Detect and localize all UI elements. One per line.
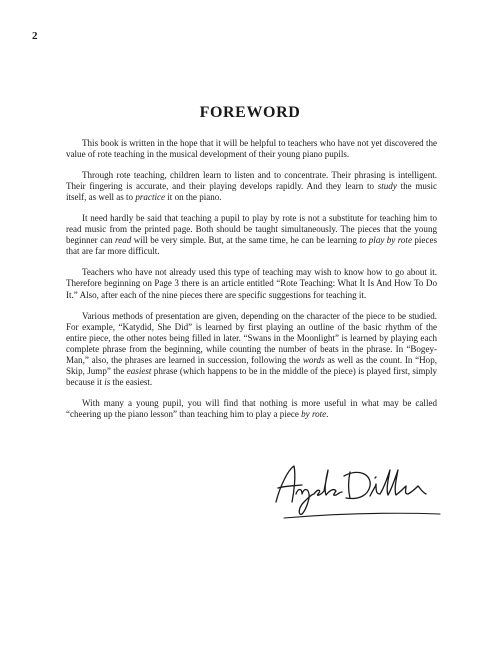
paragraph-text: the easiest. [110,376,153,387]
emphasis-text: to play by rote [359,235,412,246]
page-title: FOREWORD [199,104,301,121]
paragraph-text: Various methods of presentation are given, depending on the character of the piece to be studied. For example, “Katydid, She Did” is learned by first playing an outline of the basic rhythm of the entire piece, the other notes being filled in later. “Swans in the Moonlight” is learned by playing each complete phrase from the beginning, while counting the number of beats in the phrase. In “Bogey-Man,” also, the phrases are learned in succession, following the [66,310,437,365]
emphasis-text: is [104,376,111,387]
paragraph [66,311,437,388]
emphasis-text: read [115,235,132,246]
paragraph-text: Through rote teaching, children learn to listen and to concentrate. Their phrasing is intelligent. Their fingering is accurate, and their playing develops rapidly. And they learn to [66,170,437,192]
emphasis-text: study [377,181,397,192]
paragraph [66,138,437,160]
paragraph-text: will be very simple. But, at the same time, he can be learning [131,235,360,246]
emphasis-text: practice [135,192,166,203]
paragraph-text: as well as the count. In “Hop, Skip, Jump” the [66,354,437,376]
paragraph-text: it on the piano. [165,192,222,203]
emphasis-text: words [302,354,325,365]
paragraph [66,267,437,300]
paragraph-text: This book is written in the hope that it will be helpful to teachers who have not yet discovered the value of rote teaching in the musical development of their young piano pupils. [66,138,437,160]
paragraph-text: . [326,408,329,419]
paragraph-text: It need hardly be said that teaching a pupil to play by rote is not a substitute for teaching him to read music from the printed page. Both should be taught simultaneously. The pieces that the young beginner can [66,213,437,246]
paragraph [66,213,437,257]
paragraph-text: pieces that are far more difficult. [66,235,437,257]
paragraph [66,398,437,420]
page-number: 2 [32,30,38,42]
paragraph-text: the music itself, as well as to [66,181,437,203]
foreword-body [66,138,437,420]
emphasis-text: by rote [301,408,327,419]
paragraph-text: With many a young pupil, you will find that nothing is more useful in what may be called “cheering up the piano lesson” than teaching him to play a piece [66,397,437,419]
paragraph-text: Teachers who have not already used this type of teaching may wish to know how to go about it. Therefore beginning on Page 3 there is an article entitled “Rote Teaching: What It Is And How To Do It.” Also, after each of the nine pieces there are specific suggestions for teaching it. [66,267,437,300]
emphasis-text: easiest [126,365,152,376]
paragraph [66,170,437,203]
paragraph-text: phrase (which happens to be in the middle of the piece) is played first, simply because it [66,365,437,387]
signature [262,458,452,540]
